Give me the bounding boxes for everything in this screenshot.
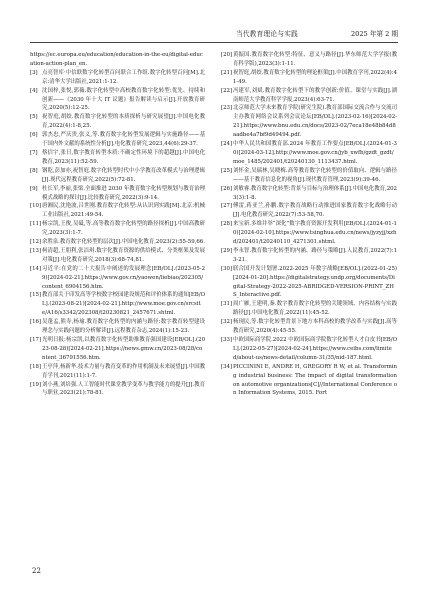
reference-item [221, 167, 397, 185]
reference-number: [33] [221, 337, 233, 343]
reference-number: [32] [221, 319, 233, 326]
reference-number: [21] [221, 69, 233, 76]
reference-item [30, 87, 205, 114]
reference-number: [13] [30, 247, 42, 254]
reference-text: 点亮智库·中信联数字化转型百问联合工作组.数字化转型百问[M].北京:清华大学出版社,2021:1-12. [42, 69, 205, 85]
reference-number: [28] [221, 221, 233, 228]
reference-item [221, 318, 397, 336]
reference-number: [29] [221, 247, 233, 254]
reference-text: 蔡信宇,张日,数字教育转型本质:不确定性环境下的超越[J].中国电化教育,2023(11):52-59. [42, 149, 205, 165]
reference-number: [20] [221, 52, 233, 58]
reference-number: [19] [30, 381, 42, 388]
reference-text: 余胜泉.教育数字化转型的层次[J].中国电化教育,2023(2):55-59,66. [42, 239, 205, 246]
reference-item [221, 265, 397, 301]
reference-number: [17] [30, 337, 42, 343]
reference-item [30, 291, 205, 318]
reference-text: 刘敏睿.教育数字化转型:背景与目标与治理体系[J].中国电化教育,2023(3):1-8. [233, 185, 397, 201]
reference-text: 联合国开发计划署.2022-2025 年数字战略[EB/OL].(2022-01-25)[2024-01-20].https://digitalstrategy.undp.org/documents/Digital-Strategy-2022-2025-ABRIDGED-VERSION-PRINT_ZHS_Interactive.pdf. [233, 265, 397, 299]
reference-text: 冯建军,刘斌.教育数字化转型下的教学创新:价值、课堂与实践[J].湖南师范大学教育科学学报,2023(4):63-71. [233, 87, 397, 103]
reference-text: 唐湘民,沈艳波,吕世刚.教育数字化转型:从认识到实践[M].北京:机械工业出版社,2021:49-54. [42, 203, 205, 219]
reference-text: 杨现民,等.数字化转型背景下地方本科高校的教学改革与实践[J].高等教育研究,2020(4):45-55. [233, 319, 397, 335]
reference-item [221, 140, 397, 167]
reference-text: 沈国梓,张悦,郭薇.数字化转型中高校教育数字化转型:优先、持续和创新——《2030 年十大 IT 议题》报告解读与启示[J].开放教育研究,2020(5):12-25. [42, 87, 205, 112]
reference-item [30, 336, 205, 363]
reference-text: 杨宗凯,王俊,吴砥,等.高等教育数字化转型的路径探析[J].中国高教研究,2023(3):1-7. [42, 221, 205, 237]
reference-number: [16] [30, 319, 42, 326]
reference-item [221, 104, 397, 140]
reference-item [221, 300, 397, 318]
page-number: 22 [32, 567, 41, 575]
reference-text: 黄振国.教育数字化转型:特征、意义与路径[J].华东师范大学学报(教育科学版),2023(3):1-11. [233, 52, 397, 67]
reference-item [221, 202, 397, 220]
reference-text: 教育部关于印发高等学校数字校园建设规范和评价体系的通知[EB/OL].(2023-08-21)[2024-02-21].http://www.moe.gov.cn/srcsite/A16/s3342/202308/t20230821_2457671.shtml. [42, 292, 205, 317]
reference-number: [6] [30, 132, 38, 139]
reference-item [221, 247, 397, 265]
reference-number: [31] [221, 301, 233, 308]
references-right-column [221, 51, 397, 398]
reference-text: 吴蓬孟,熊寿,杨瑜.教育数字化转型的内涵与路径:数字教育转型建设理念与实践问题的分析解读[J].远程教育杂志,2024(1):15-23. [42, 319, 205, 335]
reference-item [221, 185, 397, 203]
reference-item [30, 220, 205, 238]
reference-text: 周广雁,王建明,秦.数字教育数字化转型的关键领域、内容结构与实践路径[J].中国电化教育,2022(11):45-52. [233, 301, 397, 317]
reference-item [221, 69, 397, 87]
reference-continuation: https://ec.europa.eu/education/education-in-the-eu/digital-education-action-plan_en. [30, 52, 203, 67]
reference-item [30, 185, 205, 203]
reference-item [30, 265, 205, 292]
reference-text: PICCININI E, ANDRE H, GREGORY R W, et al. Transforming industrial business: The impact of digital transformation on automotive organizations[C]//International Conference on Information Systems, 2015. Fort [233, 363, 397, 397]
reference-number: [34] [221, 363, 233, 370]
reference-number: [11] [30, 221, 42, 228]
reference-text: 柯清超,王朋利,张洁琪.数字化教育资源的供给模式、分类框架及发展对策[J].电化教育研究,2018(3):68-74,81. [42, 247, 205, 263]
reference-number: [18] [30, 363, 42, 370]
reference-text: 钢乾,彭加亦,祝智庭.数字化转型时代中小学教育改革模式与治理逻辑[J].现代远程教育研究,2022(5):72-81. [42, 167, 205, 183]
reference-item [221, 220, 397, 247]
reference-item [30, 167, 205, 185]
reference-text: 祝智庭,胡姣.教育数字化转型的理论框架[J].中国教育学刊,2022(4):41-49. [233, 69, 397, 85]
reference-number: [14] [30, 265, 42, 272]
reference-number: [23] [221, 105, 233, 112]
issue-label: 2025 年第 2 期 [350, 30, 398, 38]
reference-number: [24] [221, 141, 233, 148]
reference-number: [10] [30, 203, 42, 210]
reference-item [30, 131, 205, 149]
reference-item [30, 318, 205, 336]
reference-number: [4] [30, 87, 38, 94]
reference-text: 杜长军,李丽,张梁.全面推进 2030 年教育数字化转型规划与教育治理模式战略的探讨[J].比较教育研究,2022(3):9-14. [42, 185, 205, 201]
reference-text: 王亭萍,杨新华.技术力量与教育变革的作用机制及未来展望[J].中国教育学刊,2021(11):1-7. [42, 363, 205, 379]
reference-text: 祝智庭,胡姣.教育数字化转型的本质探析与研究展望[J].中国电化教育,2022(4):1-8,25. [42, 114, 205, 130]
references-left-column [30, 51, 205, 398]
reference-text: 北京师范大学未来教育学院(研究生院).教育部国际交流合作与交流司主办教育网络会议系列会议论坛[EB/OL].(2023-02-16)[2024-02-21].https://www.bnu.edu.cn/docs/2023-02/7eca18e48b84d8aadbe4a7bf9d49494.pdf. [233, 105, 397, 139]
reference-number: [3] [30, 69, 38, 76]
header-rule [30, 42, 398, 43]
reference-text: 来宝新.多维并举“深化”数字教育资源开发利用[EB/OL].(2024-01-10)[2024-02-10].https://www.tsinghua.edu.cn/news/jyzyjj/xzhd/202401/t20240110_4271301.shtml. [233, 221, 397, 246]
reference-item [221, 336, 397, 363]
reference-number: [26] [221, 185, 233, 192]
reference-text: 中华人民共和国教育部.2024 年教育工作要点[EB/OL].(2024-01-30)[2024-03-12].http://www.moe.gov.cn/jyb_xwfb/gzdt_gzdt/moe_1485/202401/t20240130_1113437.html. [233, 141, 397, 165]
reference-item [30, 363, 205, 381]
reference-number: [7] [30, 149, 38, 156]
reference-text: 傅雷,蒋亚兰,孙鹏.数字教育战略行动推进国家教育数字化战略行动[J].电化教育研究,2022(7):53-58,70. [233, 203, 397, 219]
reference-item [30, 113, 205, 131]
reference-text: 光明日报:杨宗凯,以教育数字化转型助推教育强国建设[EB/OL].(2023-08-28)[2024-02-21].https://news.gmw.cn/2023-08/28/content_36791556.htm. [42, 337, 205, 361]
reference-item [30, 69, 205, 87]
reference-item [221, 51, 397, 69]
reference-number: [30] [221, 265, 233, 272]
reference-item [30, 247, 205, 265]
reference-text: 习近平:在党的二十大报告中阐述的发展理念[EB/OL].(2023-05-29)[2024-02-21].https://www.gov.cn/yaowen/liebiao/202305/content_6904156.htm. [42, 265, 205, 290]
reference-number: [8] [30, 167, 38, 174]
reference-text: 郭杰忠,严庆贵,张义,等.教育数字化转型发展逻辑与实施路径——基于国内外文献的系统性分析[J].电化教育研究,2023,44(6):29-37. [42, 132, 205, 148]
reference-number: [22] [221, 87, 233, 94]
running-header [30, 28, 398, 42]
journal-title: 当代教育理论与实践 [235, 30, 298, 38]
reference-item [30, 381, 205, 399]
reference-text: 刘怀金,吴瑞林,吴晓梅.高等教育数字化转型的价值取向、逻辑与路径——基于教育信息化的视角[J].现代教育管理,2023(9):39-46. [233, 167, 397, 183]
reference-number: [25] [221, 167, 233, 174]
reference-item [30, 202, 205, 220]
reference-text: 李永智.教育数字化转型的内涵、路径与策略[J].人民教育,2022(7):13-21. [233, 247, 397, 263]
reference-number: [5] [30, 114, 38, 121]
reference-number: [27] [221, 203, 233, 210]
reference-item [221, 87, 397, 105]
reference-item [30, 149, 205, 167]
reference-text: 中欧国际商学院.2022 中欧国际商学院数字化转型人才白皮书[EB/OL].(2022-05-27)[2024-02-24].https://www.ceibs.com/limited/about-us/news-detail/column-31/35/nid-187.html. [233, 337, 397, 361]
reference-item [30, 238, 205, 247]
reference-number: [12] [30, 239, 42, 246]
reference-number: [15] [30, 292, 42, 299]
reference-item [221, 363, 397, 399]
reference-number: [9] [30, 185, 38, 192]
reference-text: 刘小燕,刘培强.人工智能时代课堂教学变革与教学能力的提升[J].教育与职业,2023(21):78-81. [42, 381, 205, 397]
